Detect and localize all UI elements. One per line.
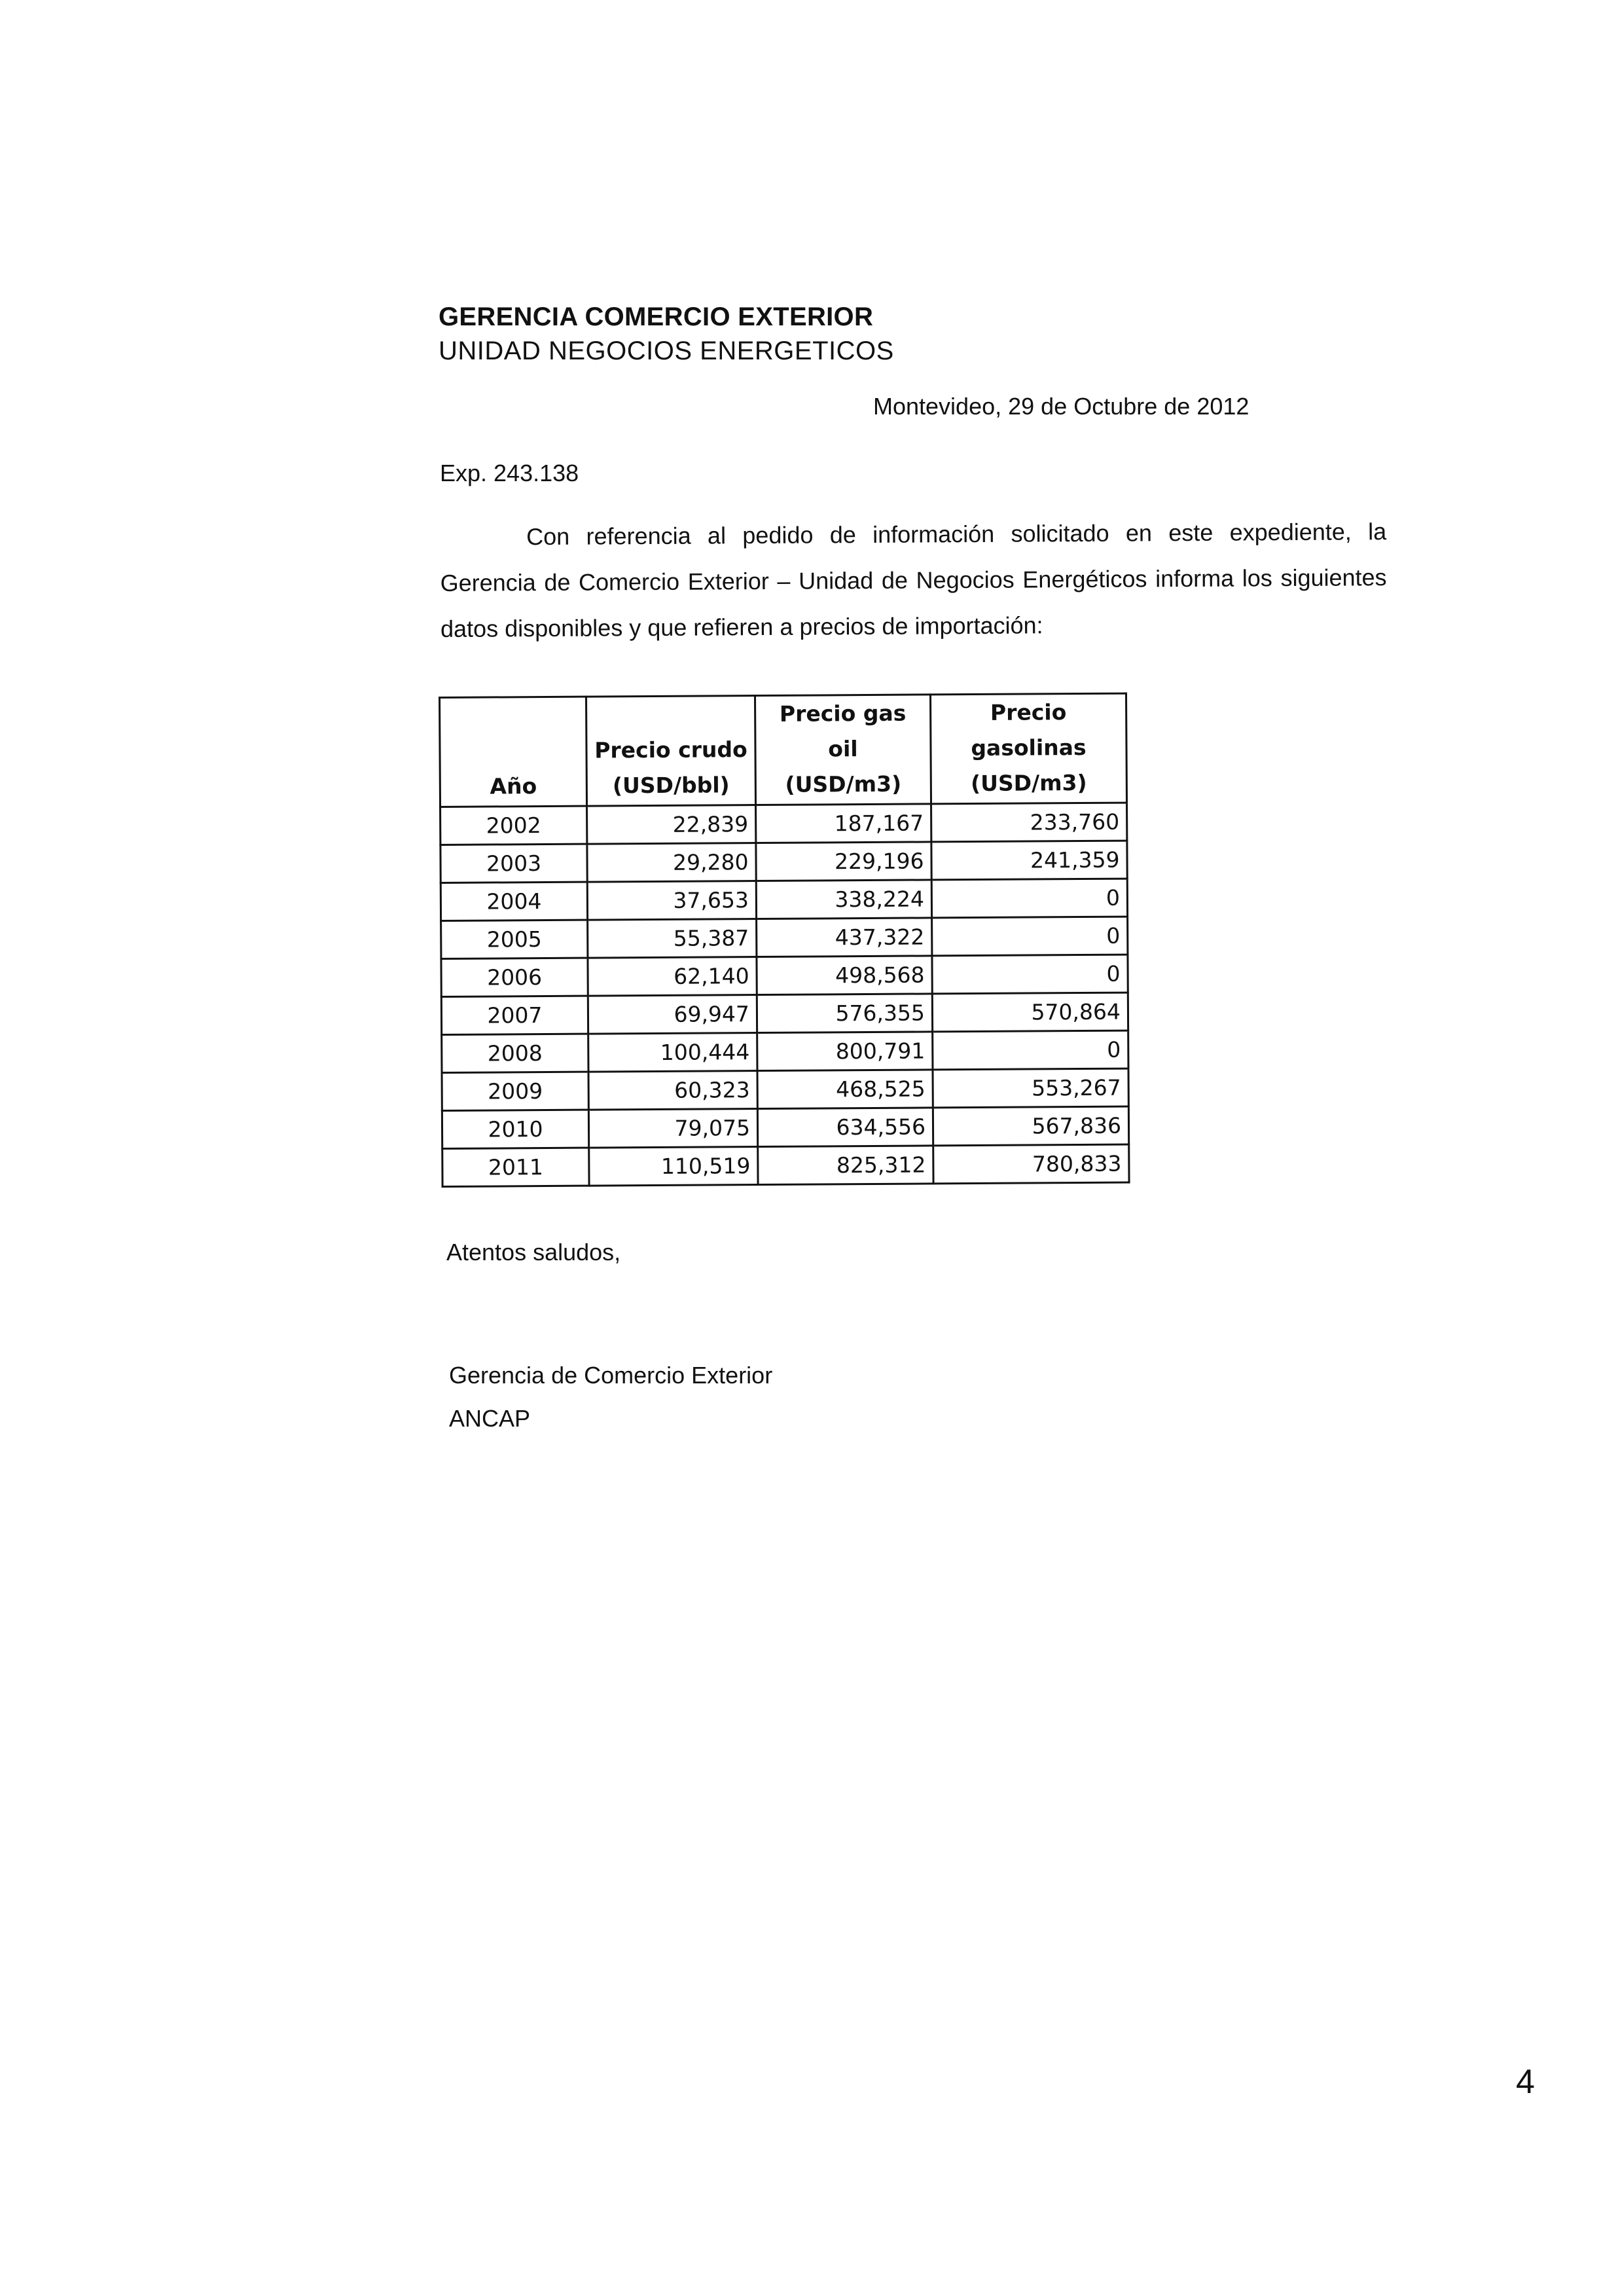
cell-crudo: 22,839 (587, 805, 756, 845)
signature-organization: ANCAP (449, 1405, 531, 1432)
cell-year: 2005 (441, 920, 588, 958)
cell-year: 2004 (440, 882, 587, 920)
letterhead-unit: UNIDAD NEGOCIOS ENERGETICOS (439, 337, 894, 365)
cell-gasolinas: 233,760 (931, 803, 1127, 842)
cell-gasolinas: 780,833 (933, 1144, 1129, 1184)
cell-crudo: 60,323 (588, 1071, 757, 1110)
cell-gasolinas: 567,836 (933, 1106, 1128, 1146)
table-header-row (440, 693, 1127, 807)
cell-gasoil: 576,355 (757, 994, 932, 1033)
table-row (441, 955, 1128, 996)
cell-gasolinas: 0 (933, 1030, 1128, 1070)
table-row (442, 1068, 1128, 1110)
cell-gasolinas: 570,864 (932, 993, 1128, 1032)
header-year: Año (440, 697, 587, 807)
expediente-number: Exp. 243.138 (440, 460, 579, 486)
cell-crudo: 55,387 (588, 919, 757, 958)
cell-year: 2009 (442, 1072, 588, 1110)
cell-crudo: 110,519 (589, 1147, 758, 1186)
cell-gasoil: 338,224 (756, 880, 931, 919)
cell-crudo: 69,947 (588, 995, 757, 1034)
closing-salutation: Atentos saludos, (446, 1239, 621, 1266)
cell-gasolinas: 0 (932, 955, 1128, 994)
table-row (440, 879, 1127, 920)
cell-gasolinas: 553,267 (933, 1068, 1128, 1108)
cell-gasolinas: 0 (932, 917, 1128, 956)
cell-year: 2006 (441, 958, 588, 996)
header-gasoil: Precio gas oil (USD/m3) (755, 695, 931, 805)
table-row (440, 803, 1127, 845)
cell-year: 2002 (440, 806, 587, 845)
letterhead-title: GERENCIA COMERCIO EXTERIOR (439, 302, 874, 331)
cell-crudo: 62,140 (588, 957, 757, 996)
table-row (442, 1144, 1129, 1186)
cell-gasoil: 468,525 (757, 1070, 933, 1109)
cell-gasolinas: 0 (931, 879, 1127, 918)
cell-gasoil: 634,556 (757, 1108, 933, 1147)
cell-gasolinas: 241,359 (931, 841, 1127, 880)
table-row (442, 1106, 1128, 1148)
table-row (441, 917, 1128, 958)
table-row (442, 1030, 1128, 1072)
cell-crudo: 100,444 (588, 1033, 757, 1072)
body-paragraph: Con referencia al pedido de información solicitado en este expediente, la Gerencia de Comercio Exterior – Unidad de Negocios Energéticos informa los siguientes datos disponibles y que refieren a precios de importación: (440, 518, 1387, 642)
price-table-container (439, 693, 1130, 1188)
cell-gasoil: 800,791 (757, 1032, 933, 1071)
letter-date: Montevideo, 29 de Octubre de 2012 (873, 393, 1249, 420)
cell-crudo: 79,075 (588, 1109, 757, 1148)
cell-gasoil: 229,196 (756, 842, 931, 881)
table-row (441, 993, 1128, 1034)
cell-gasoil: 437,322 (757, 918, 932, 957)
header-crudo: Precio crudo (USD/bbl) (586, 696, 756, 807)
cell-gasoil: 498,568 (757, 956, 932, 995)
cell-year: 2003 (440, 844, 587, 883)
cell-crudo: 29,280 (587, 843, 756, 883)
signature-department: Gerencia de Comercio Exterior (449, 1362, 773, 1389)
import-price-table (439, 693, 1130, 1188)
cell-year: 2010 (442, 1110, 588, 1148)
header-gasolinas: Precio gasolinas (USD/m3) (930, 693, 1126, 804)
cell-crudo: 37,653 (587, 881, 756, 920)
cell-year: 2011 (442, 1148, 589, 1186)
cell-year: 2007 (441, 996, 588, 1034)
cell-year: 2008 (442, 1034, 588, 1072)
page-number: 4 (1516, 2063, 1535, 2101)
cell-gasoil: 187,167 (756, 804, 931, 843)
cell-gasoil: 825,312 (758, 1146, 933, 1185)
table-row (440, 841, 1127, 883)
